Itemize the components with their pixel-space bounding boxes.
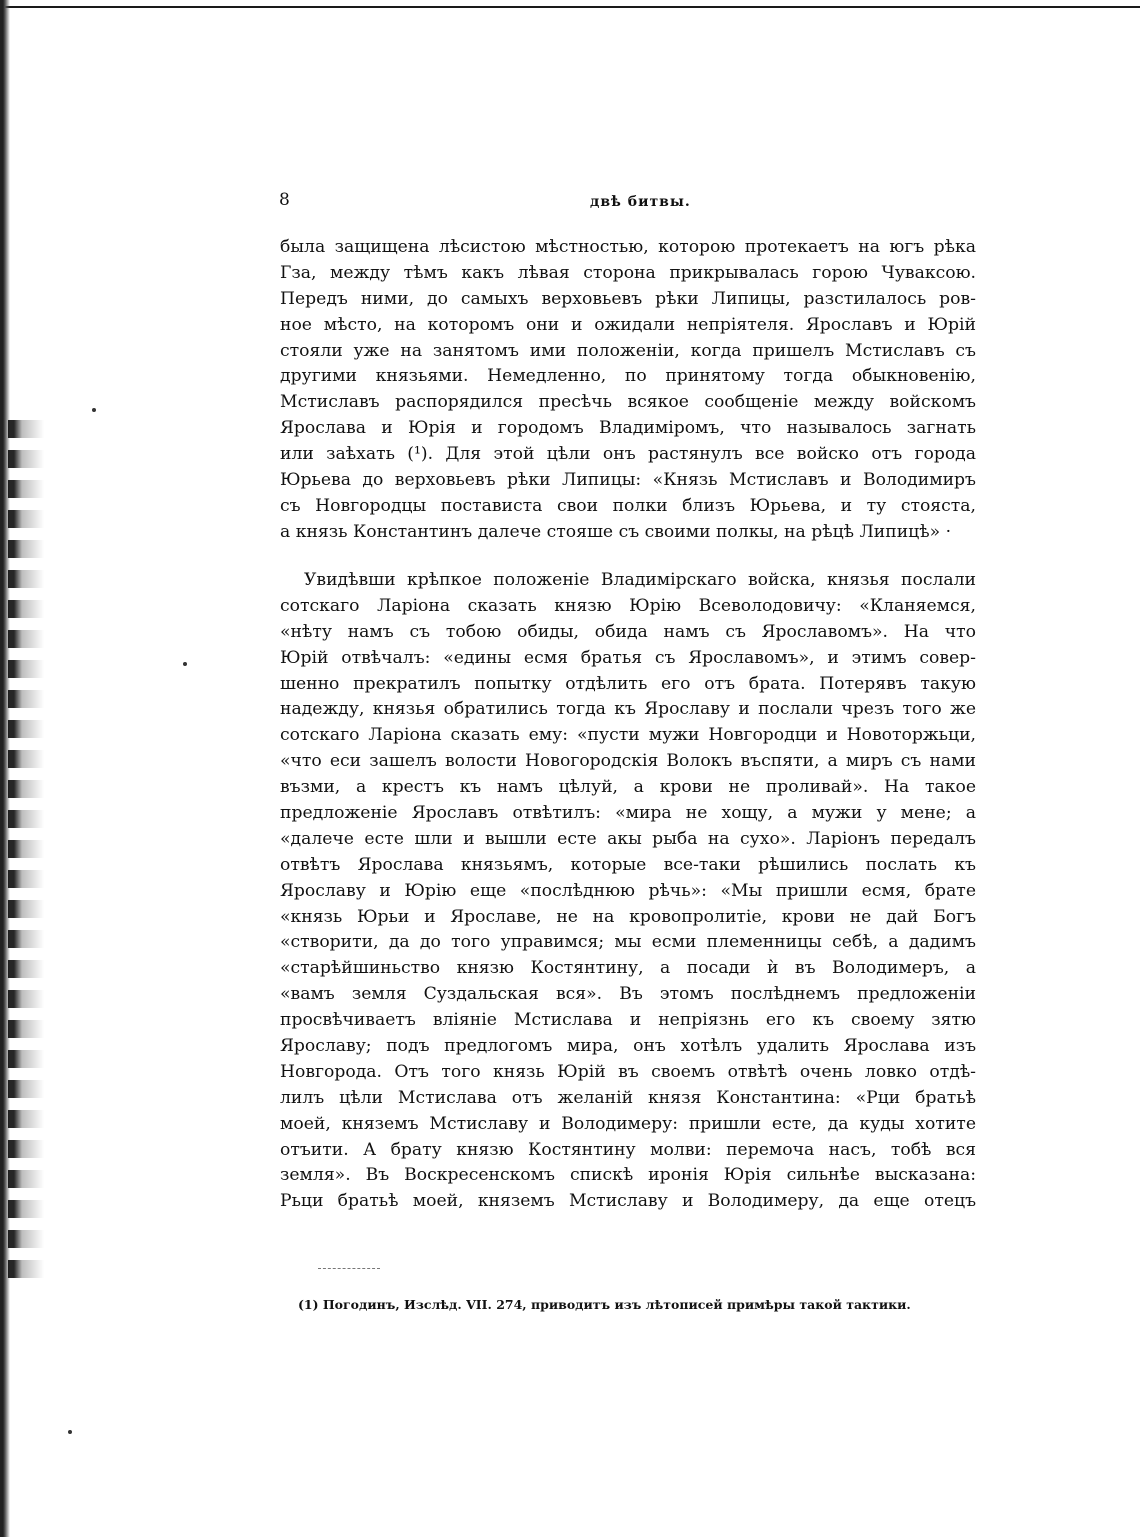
text-line: предложеніе Ярославъ отвѣтилъ: «мира не хощу, а мужи у мене; а <box>280 803 976 824</box>
scan-speck <box>183 662 187 666</box>
text-line: «створити, да до того управимся; мы есми племенницы себѣ, а дадимъ <box>280 932 976 953</box>
footnote: (1) Погодинъ, Изслѣд. VII. 274, приводитъ изъ лѣтописей примѣры такой тактики. <box>298 1297 911 1312</box>
text-line: просвѣчиваетъ вліяніе Мстислава и непріязнь его къ своему зятю <box>280 1010 976 1031</box>
text-line: земля». Въ Воскресенскомъ спискѣ иронія Юрія сильнѣе высказана: <box>280 1165 976 1186</box>
text-line: Юрьева до верховьевъ рѣки Липицы: «Князь Мстиславъ и Володимиръ <box>280 470 976 491</box>
text-line: Рьци братьѣ моей, княземъ Мстиславу и Володимеру, да еще отецъ <box>280 1191 976 1212</box>
page-number: 8 <box>279 190 290 210</box>
text-line: Юрій отвѣчалъ: «едины есмя братья съ Ярославомъ», и этимъ совер- <box>280 647 976 668</box>
paragraph-2 <box>280 568 976 1215</box>
text-line: лилъ цѣли Мстислава отъ желаній князя Константина: «Рци братьѣ <box>280 1087 976 1108</box>
footnote-separator <box>318 1268 380 1270</box>
text-line: «далече есте шли и вышли есте акы рыба на сухо». Ларіонъ передалъ <box>280 828 976 849</box>
text-line: а князь Константинъ далече стояше съ своими полкы, на рѣцѣ Липицѣ» · <box>280 521 952 542</box>
text-line: отвѣтъ Ярослава князьямъ, которые все-таки рѣшились послать къ <box>280 854 976 875</box>
scan-speck <box>68 1430 72 1434</box>
text-line: была защищена лѣсистою мѣстностью, которою протекаетъ на югъ рѣка <box>280 237 976 257</box>
text-line: възми, а крестъ къ намъ цѣлуй, а крови не проливай». На такое <box>280 777 976 798</box>
text-line: «что еси зашелъ волости Новогородскія Волокъ въспяти, а миръ съ нами <box>280 751 976 772</box>
text-line: Гза, между тѣмъ какъ лѣвая сторона прикрывалась горою Чуваксою. <box>280 262 976 283</box>
scan-speck <box>92 408 96 412</box>
text-line: сотскаго Ларіона сказать ему: «пусти мужи Новгородци и Новоторжьци, <box>280 725 976 746</box>
text-line: стояли уже на занятомъ ими положеніи, когда пришелъ Мстиславъ съ <box>280 340 976 361</box>
text-line: Мстиславъ распорядился пресѣчь всякое сообщеніе между войскомъ <box>280 392 976 413</box>
text-line: сотскаго Ларіона сказать князю Юрію Всеволодовичу: «Кланяемся, <box>280 595 976 616</box>
scan-top-rule <box>0 6 1140 8</box>
text-line: «князь Юрьи и Ярославе, не на кровопролитіе, крови не дай Богъ <box>280 906 976 927</box>
text-line: отъити. А брату князю Костянтину молви: перемоча насъ, тобѣ вся <box>280 1139 976 1160</box>
text-line: Передъ ними, до самыхъ верховьевъ рѣки Липицы, разстилалось ров- <box>280 288 976 309</box>
text-line: шенно прекратилъ попытку отдѣлить его отъ брата. Потерявъ такую <box>280 673 976 694</box>
text-line: Увидѣвши крѣпкое положеніе Владимірскаго войска, князья послали <box>304 570 976 590</box>
text-line: ное мѣсто, на которомъ они и ожидали непріятеля. Ярославъ и Юрій <box>280 314 976 335</box>
running-title: двѣ битвы. <box>590 194 691 210</box>
text-line: другими князьями. Немедленно, по принятому тогда обыкновенію, <box>280 366 976 387</box>
text-line: моей, княземъ Мстиславу и Володимеру: пришли есте, да куды хотите <box>280 1113 976 1134</box>
text-line: Ярослава и Юрія и городомъ Владиміромъ, что называлось загнать <box>280 418 976 439</box>
text-line: надежду, князья обратились тогда къ Ярославу и послали чрезъ того же <box>280 699 976 720</box>
text-line: «вамъ земля Суздальская вся». Въ этомъ послѣднемъ предложеніи <box>280 984 976 1005</box>
text-line: Новгорода. Отъ того князь Юрій въ своемъ отвѣтѣ очень ловко отдѣ- <box>280 1061 976 1082</box>
text-line: или заѣхать (¹). Для этой цѣли онъ растянулъ все войско отъ города <box>280 444 976 465</box>
scan-edge-marks <box>8 420 44 1280</box>
text-line: съ Новгородцы постависта свои полки близъ Юрьева, и ту стояста, <box>280 495 976 516</box>
text-line: Ярославу; подъ предлогомъ мира, онъ хотѣлъ удалить Ярослава изъ <box>280 1036 976 1057</box>
text-line: Ярославу и Юрію еще «послѣднюю рѣчь»: «Мы пришли есмя, брате <box>280 880 976 901</box>
text-line: «нѣту намъ съ тобою обиды, обида намъ съ Ярославомъ». На что <box>280 621 976 642</box>
text-line: «старѣйшиньство князю Костянтину, а посади ѝ въ Володимеръ, а <box>280 958 976 979</box>
paragraph-1 <box>280 235 976 546</box>
